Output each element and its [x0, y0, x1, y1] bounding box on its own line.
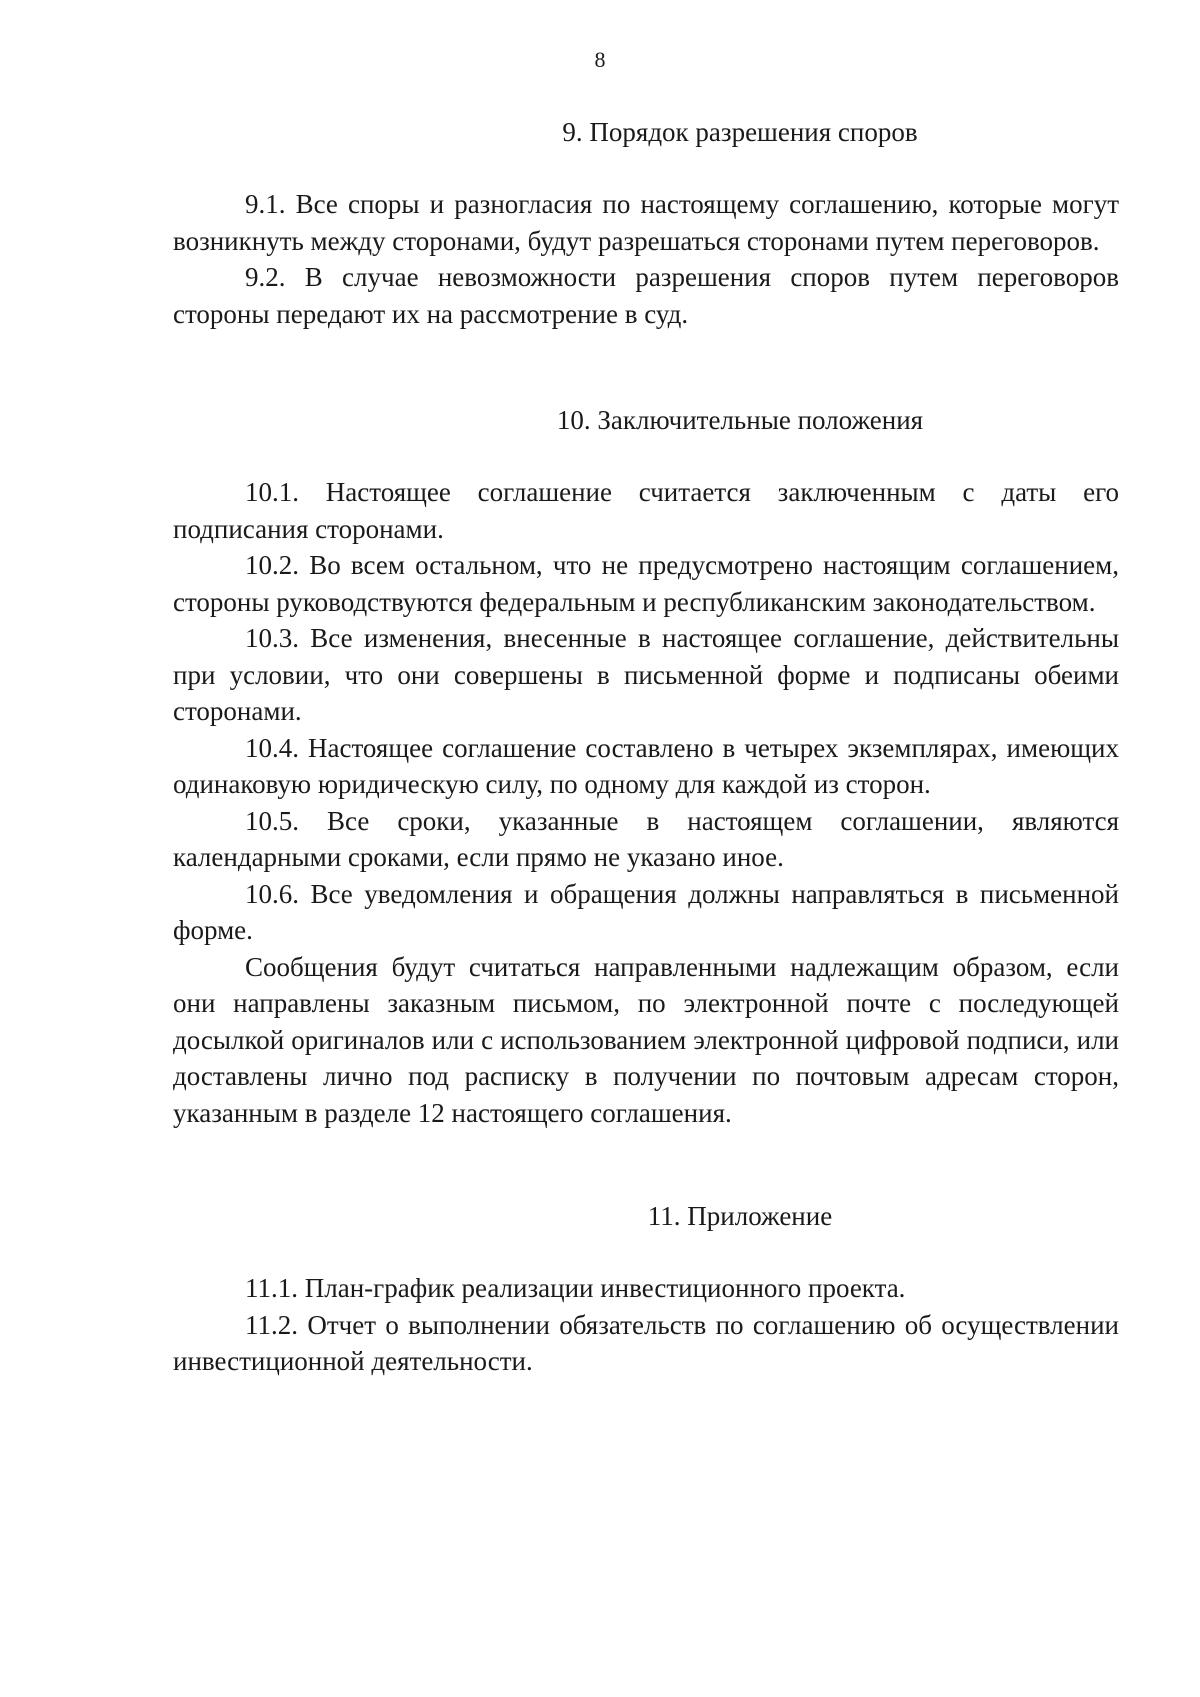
section-11-body: [173, 1270, 1119, 1380]
paragraph-10-1: 10.1. Настоящее соглашение считается заключенным с даты его подписания сторонами.: [173, 477, 1119, 544]
paragraph-10-6-notices: Сообщения будут считаться направленными надлежащим образом, если они направлены заказным письмом, по электронной почте с последующей досылкой оригиналов или с использованием электронной цифровой подписи, или доставлены лично под расписку в получении по почтовым адресам сторон, указанным в разделе 12 настоящего соглашения.: [173, 951, 1119, 1128]
paragraph-10-6: 10.6. Все уведомления и обращения должны направляться в письменной форме.: [173, 878, 1119, 945]
section-10-body: [173, 474, 1119, 1131]
section-9-body: [173, 186, 1119, 332]
paragraph-10-2: 10.2. Во всем остальном, что не предусмотрено настоящим соглашением, стороны руководствуются федеральным и республиканским законодательством.: [173, 550, 1119, 617]
paragraph-10-4: 10.4. Настоящее соглашение составлено в четырех экземплярах, имеющих одинаковую юридическую силу, по одному для каждой из сторон.: [173, 732, 1119, 799]
paragraph-9-2: 9.2. В случае невозможности разрешения споров путем переговоров стороны передают их на рассмотрение в суд.: [173, 262, 1119, 329]
page-number: 8: [594, 47, 606, 72]
paragraph-11-2: 11.2. Отчет о выполнении обязательств по соглашению об осуществлении инвестиционной деятельности.: [173, 1309, 1119, 1376]
section-10-title: 10. Заключительные положения: [556, 405, 924, 435]
paragraph-11-1: 11.1. План-график реализации инвестиционного проекта.: [245, 1273, 906, 1303]
section-9-title: 9. Порядок разрешения споров: [562, 117, 918, 147]
paragraph-10-5: 10.5. Все сроки, указанные в настоящем соглашении, являются календарными сроками, если прямо не указано иное.: [173, 805, 1119, 872]
paragraph-10-3: 10.3. Все изменения, внесенные в настоящее соглашение, действительны при условии, что они совершены в письменной форме и подписаны обеими сторонами.: [173, 623, 1119, 726]
paragraph-9-1: 9.1. Все споры и разногласия по настоящему соглашению, которые могут возникнуть между сторонами, будут разрешаться сторонами путем переговоров.: [173, 189, 1119, 256]
section-11-title: 11. Приложение: [647, 1201, 833, 1231]
